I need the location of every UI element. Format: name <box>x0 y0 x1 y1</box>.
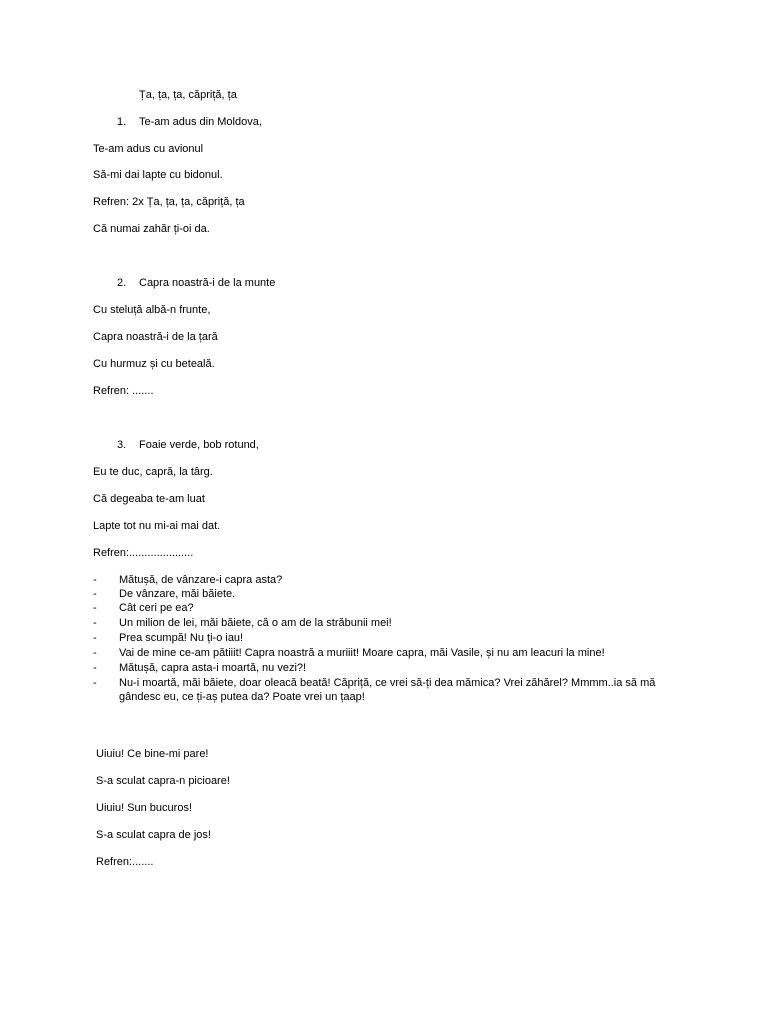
final-stanza-line: Uiuiu! Sun bucuros! <box>96 802 192 814</box>
stanza-1-number: 1. <box>117 116 127 128</box>
stanza-3-number: 3. <box>117 439 127 451</box>
final-stanza-refrain: Refren:....... <box>96 856 154 868</box>
stanza-3-refrain: Refren:..................... <box>93 547 194 559</box>
stanza-1-first-line: Te-am adus din Moldova, <box>139 116 262 128</box>
dialogue-item: De vânzare, măi băiete. <box>119 588 236 600</box>
dialogue-bullet: - <box>93 588 97 600</box>
stanza-2-line: Cu steluță albă-n frunte, <box>93 304 211 316</box>
dialogue-item: Prea scumpă! Nu ți-o iau! <box>119 632 244 644</box>
stanza-3-first-line: Foaie verde, bob rotund, <box>139 439 259 451</box>
stanza-1-line: Că numai zahăr ți-oi da. <box>93 223 210 235</box>
stanza-1-refrain: Refren: 2x Ța, ța, ța, căpriță, ța <box>93 196 245 208</box>
dialogue-item: Mătușă, capra asta-i moartă, nu vezi?! <box>119 662 307 674</box>
final-stanza-line: S-a sculat capra de jos! <box>96 829 211 841</box>
dialogue-bullet: - <box>93 602 97 614</box>
final-stanza-line: S-a sculat capra-n picioare! <box>96 775 230 787</box>
dialogue-item: Mătușă, de vânzare-i capra asta? <box>119 574 283 586</box>
stanza-1-line: Te-am adus cu avionul <box>93 143 204 155</box>
stanza-2-line: Capra noastră-i de la țară <box>93 331 218 343</box>
stanza-1-line: Să-mi dai lapte cu bidonul. <box>93 169 223 181</box>
dialogue-item: Cât ceri pe ea? <box>119 602 194 614</box>
stanza-3-line: Lapte tot nu mi-ai mai dat. <box>93 520 221 532</box>
dialogue-bullet: - <box>93 617 97 629</box>
stanza-2-first-line: Capra noastră-i de la munte <box>139 277 276 289</box>
header-refrain: Ța, ța, ța, căpriță, ța <box>139 89 237 101</box>
dialogue-bullet: - <box>93 574 97 586</box>
stanza-2-line: Cu hurmuz și cu beteală. <box>93 358 215 370</box>
dialogue-item: Vai de mine ce-am pătiiit! Capra noastră a muriiit! Moare capra, măi Vasile, și nu am leacuri la mine! <box>119 647 605 659</box>
dialogue-bullet: - <box>93 647 97 659</box>
dialogue-bullet: - <box>93 632 97 644</box>
final-stanza-line: Uiuiu! Ce bine-mi pare! <box>96 748 209 760</box>
stanza-3-line: Eu te duc, capră, la târg. <box>93 466 213 478</box>
stanza-3-line: Că degeaba te-am luat <box>93 493 205 505</box>
dialogue-bullet: - <box>93 677 97 689</box>
stanza-2-refrain: Refren: ....... <box>93 385 154 397</box>
dialogue-item: Un milion de lei, măi băiete, că o am de la străbunii mei! <box>119 617 392 629</box>
dialogue-item: Nu-i moartă, măi băiete, doar oleacă beată! Căpriță, ce vrei să-ți dea mămica? Vrei zăhărel? Mmmm..ia să mă gândesc eu, ce ți-aș putea da? Poate vrei un țaap! <box>119 677 656 703</box>
stanza-2-number: 2. <box>117 277 127 289</box>
dialogue-bullet: - <box>93 662 97 674</box>
